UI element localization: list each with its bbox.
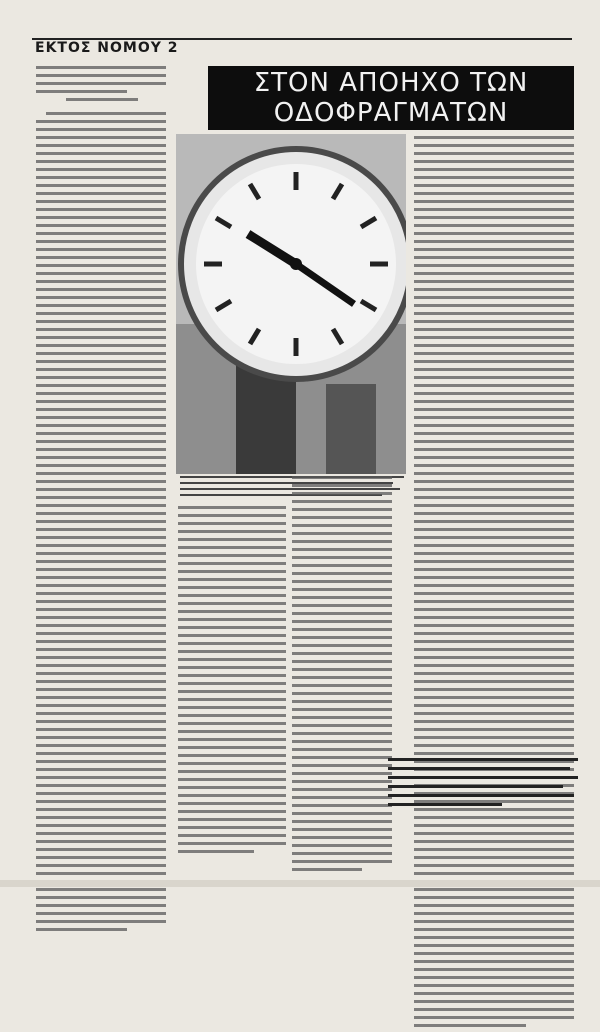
body-column-middle [178, 506, 286, 858]
pull-quote [388, 758, 578, 820]
headline-line-2: ΟΔΟΦΡΑΓΜΑΤΩΝ [273, 98, 509, 128]
section-label: ΕΚΤΟΣ ΝΟΜΟΥ 2 [35, 40, 179, 56]
body-column-middle-right [292, 476, 392, 876]
clock-photo [176, 134, 406, 474]
body-column-right-upper [414, 136, 574, 1032]
body-column-left [36, 66, 166, 936]
headline-line-1: ΣΤΟΝ ΑΠΟΗΧΟ ΤΩΝ [253, 68, 529, 98]
headline [208, 66, 574, 130]
page-edge [0, 880, 600, 887]
clock-photo-icon [176, 134, 406, 474]
